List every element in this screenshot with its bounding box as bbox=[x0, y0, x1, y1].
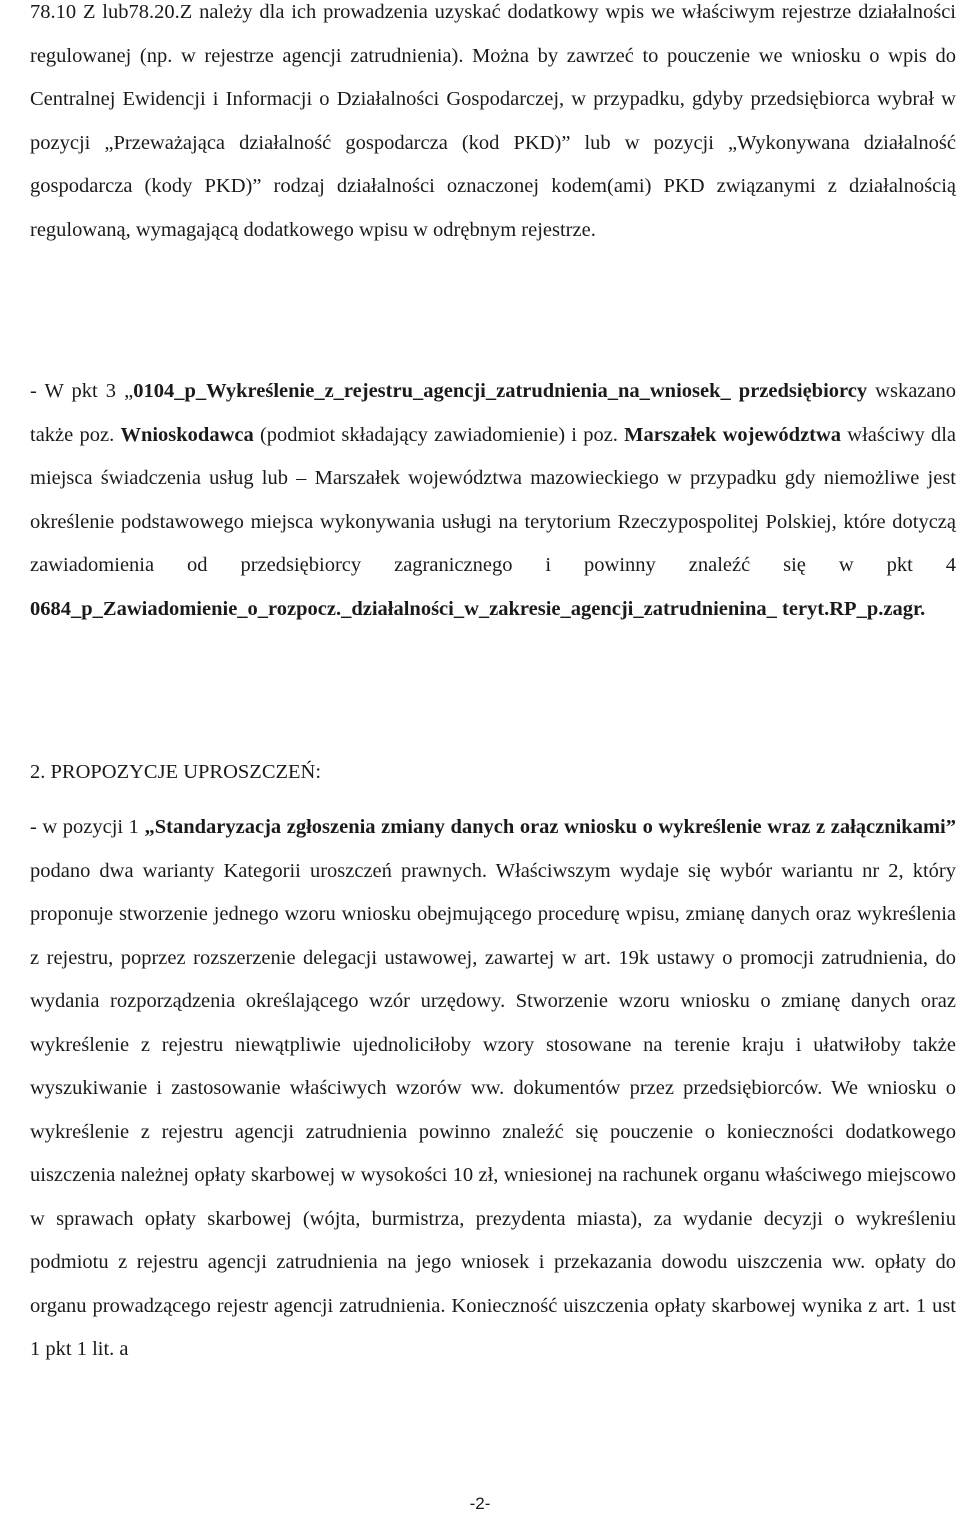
form-code-0684: 0684_p_Zawiadomienie_o_rozpocz._działalności_w_zakresie_agencji_zatrudnienina_ teryt.RP_p.zagr. bbox=[30, 597, 926, 620]
field-name-marszalek: Marszałek województwa bbox=[624, 423, 842, 446]
paragraph-text: 78.10 Z lub78.20.Z należy dla ich prowadzenia uzyskać dodatkowy wpis we właściwym rejestrze działalności regulowanej (np. w rejestrze agencji zatrudnienia). Można by zawrzeć to pouczenie we wniosku o wpis do Centralnej Ewidencji i Informacji o Działalności Gospodarczej, w przypadku, gdyby przedsiębiorca wybrał w pozycji „Przeważająca działalność gospodarcza (kod PKD)” lub w pozycji „Wykonywana działalność gospodarcza (kody PKD)” rodzaj działalności oznaczonej kodem(ami) PKD związanymi z działalnością regulowaną, wymagającą dodatkowego wpisu w odrębnym rejestrze. bbox=[30, 1, 956, 241]
paragraph-text: (podmiot składający zawiadomienie) i poz. bbox=[253, 423, 625, 446]
page-number: -2- bbox=[469, 1494, 491, 1513]
paragraph-text: właściwy dla miejsca świadczenia usług lub – Marszałek województwa mazowieckiego w przypadku gdy niemożliwe jest określenie podstawowego miejsca wykonywania usługi na terytorium Rzeczypospolitej Polskiej, które dotyczą zawiadomienia od przedsiębiorcy zagranicznego i powinny znaleźć się w pkt 4 bbox=[30, 423, 956, 576]
paragraph-text: podano dwa warianty Kategorii uroszczeń prawnych. Właściwszym wydaje się wybór wariantu nr 2, który proponuje stworzenie jednego wzoru wniosku obejmującego procedurę wpisu, zmianę danych oraz wykreślenia z rejestru, poprzez rozszerzenie delegacji ustawowej, zawartej w art. 19k ustawy o promocji zatrudnienia, do wydania rozporządzenia określającego wzór urzędowy. Stworzenie wzoru wniosku o zmianę danych oraz wykreślenie z rejestru niewątpliwie ujednoliciłoby wzory stosowane na terenie kraju i ułatwiłoby także wyszukiwanie i zastosowanie właściwych wzorów ww. dokumentów przez przedsiębiorców. We wniosku o wykreślenie z rejestru agencji zatrudnienia powinno znaleźć się pouczenie o konieczności dodatkowego uiszczenia należnej opłaty skarbowej w wysokości 10 zł, wniesionej na rachunek organu właściwego miejscowo w sprawach opłaty skarbowej (wójta, burmistrza, prezydenta miasta), za wydanie decyzji o wykreśleniu podmiotu z rejestru agencji zatrudnienia na jego wniosek i przekazania dowodu uiszczenia ww. opłaty do organu prowadzącego rejestr agencji zatrudnienia. Konieczność uiszczenia opłaty skarbowej wynika z art. 1 ust 1 pkt 1 lit. a bbox=[30, 859, 956, 1360]
form-code-0104: 0104_p_Wykreślenie_z_rejestru_agencji_zatrudnienia_na_wniosek_ przedsiębiorcy bbox=[133, 380, 868, 402]
field-name-wnioskodawca: Wnioskodawca bbox=[120, 423, 254, 446]
section-heading: 2. PROPOZYCJE UPROSZCZEŃ: bbox=[30, 761, 322, 783]
position-title: „Standaryzacja zgłoszenia zmiany danych oraz wniosku o wykreślenie wraz z załącznikami” bbox=[144, 816, 956, 838]
paragraph-proposals bbox=[30, 806, 956, 1372]
paragraph-pkd-registration bbox=[30, 0, 956, 252]
paragraph-text: - W pkt 3 „ bbox=[30, 380, 134, 402]
paragraph-point-3 bbox=[30, 370, 956, 631]
paragraph-text: wskazano także poz. bbox=[30, 380, 956, 446]
paragraph-text: - w pozycji 1 bbox=[30, 816, 145, 838]
